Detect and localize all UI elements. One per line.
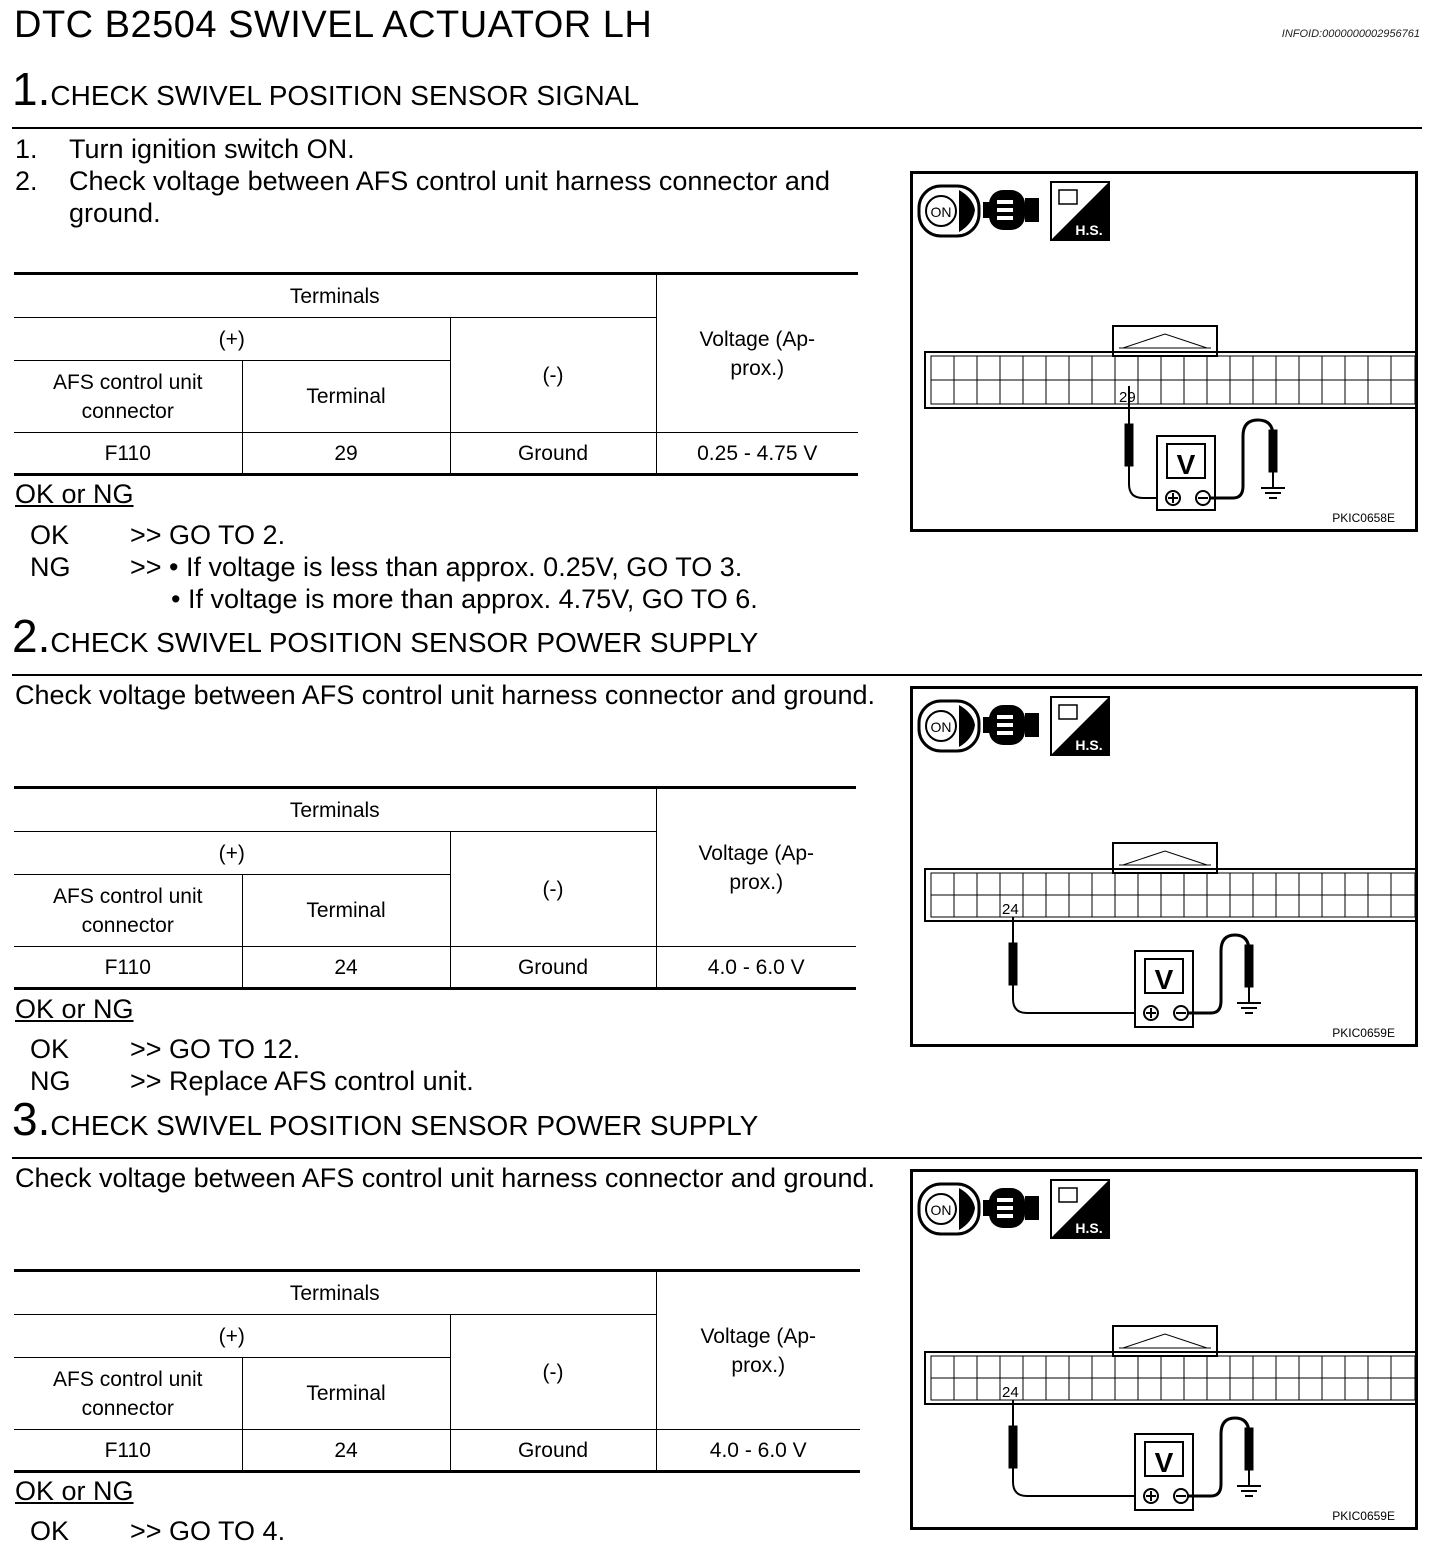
harness-connector (925, 326, 1415, 408)
terminal-cell: 24 (242, 1430, 450, 1472)
figure-drawing (913, 1172, 1415, 1527)
ignition-key-icon (919, 186, 979, 236)
ok-ng-label: OK or NG (15, 479, 134, 509)
figure-drawing (913, 689, 1415, 1044)
voltage-cell: 4.0 - 6.0 V (656, 1430, 860, 1472)
ok-ng-label: OK or NG (15, 994, 134, 1024)
wiring-figure (910, 1169, 1418, 1530)
result-text: • If voltage is more than approx. 4.75V, GO TO 6. (171, 584, 758, 614)
step-title: CHECK SWIVEL POSITION SENSOR SIGNAL (50, 80, 640, 111)
terminal-header: Terminal (242, 1358, 450, 1430)
connector-cell: F110 (14, 947, 242, 989)
terminals-header: Terminals (14, 274, 656, 318)
instruction-item (15, 165, 830, 197)
voltmeter (1009, 1400, 1261, 1510)
on-label: ON (930, 204, 952, 220)
connector-cell: F110 (14, 433, 242, 475)
figure-code: PKIC0659E (1332, 1026, 1395, 1040)
terminal-table (14, 272, 858, 476)
result-text: >> • If voltage is less than approx. 0.25V, GO TO 3. (130, 552, 743, 582)
pin-number: 24 (1002, 901, 1019, 918)
hs-label: H.S. (1075, 737, 1103, 753)
result-text: >> Replace AFS control unit. (130, 1066, 474, 1096)
result-line (30, 552, 742, 583)
result-label: NG (30, 1066, 71, 1096)
result-text: >> GO TO 4. (130, 1516, 286, 1546)
plus-header: (+) (14, 318, 450, 361)
step-title: CHECK SWIVEL POSITION SENSOR POWER SUPPLY (50, 1110, 759, 1141)
section-divider (12, 674, 1422, 676)
minus-cell: Ground (450, 1430, 656, 1472)
result-label: OK (30, 1034, 70, 1064)
connector-header: AFS control unit connector (14, 875, 242, 947)
ignition-key-icon (919, 701, 979, 751)
terminal-table (14, 1269, 860, 1473)
minus-cell: Ground (450, 433, 656, 475)
step-2-heading (12, 610, 759, 662)
connector-cell: F110 (14, 1430, 242, 1472)
minus-header: (-) (450, 318, 656, 433)
connector-header: AFS control unit connector (14, 1358, 242, 1430)
voltage-cell: 4.0 - 6.0 V (656, 947, 856, 989)
instruction-text: Turn ignition switch ON. (69, 134, 355, 164)
instruction-text: Check voltage between AFS control unit harness connector and (69, 166, 830, 196)
terminal-cell: 29 (242, 433, 450, 475)
wiring-figure (910, 686, 1418, 1047)
meter-label: V (1176, 449, 1196, 480)
instruction-item (15, 133, 355, 165)
step-1-heading (12, 63, 640, 115)
step-number: 1. (12, 63, 51, 115)
result-text: >> GO TO 12. (130, 1034, 301, 1064)
meter-label: V (1154, 964, 1174, 995)
minus-cell: Ground (450, 947, 656, 989)
section-divider (12, 1157, 1422, 1159)
instruction-item (15, 197, 161, 229)
wiring-figure (910, 171, 1418, 532)
figure-drawing (913, 174, 1415, 529)
plus-header: (+) (14, 1315, 450, 1358)
result-line (30, 1516, 285, 1547)
harness-side-icon (1051, 182, 1109, 240)
ok-ng-label: OK or NG (15, 1476, 134, 1506)
result-line (30, 520, 285, 551)
pin-number: 29 (1119, 389, 1136, 406)
harness-connector (925, 843, 1415, 921)
figure-code: PKIC0658E (1332, 511, 1395, 525)
on-label: ON (930, 719, 952, 735)
step-3-heading (12, 1093, 759, 1145)
page-title: DTC B2504 SWIVEL ACTUATOR LH (14, 4, 653, 46)
result-text: >> GO TO 2. (130, 520, 286, 550)
terminals-header: Terminals (14, 788, 656, 832)
terminal-cell: 24 (242, 947, 450, 989)
info-id: INFOID:0000000002956761 (1281, 28, 1420, 40)
minus-header: (-) (450, 1315, 656, 1430)
terminal-header: Terminal (242, 875, 450, 947)
result-label: NG (30, 552, 71, 582)
result-line (30, 1034, 300, 1065)
step-title: CHECK SWIVEL POSITION SENSOR POWER SUPPLY (50, 627, 759, 658)
harness-side-icon (1051, 1180, 1109, 1238)
minus-header: (-) (450, 832, 656, 947)
harness-connector (925, 1326, 1415, 1404)
result-label: OK (30, 520, 70, 550)
instruction-paragraph: Check voltage between AFS control unit harness connector and ground. (15, 680, 876, 710)
ignition-key-icon (919, 1184, 979, 1234)
step-number: 3. (12, 1093, 51, 1145)
instruction-number: 1. (15, 134, 38, 164)
result-label: OK (30, 1516, 70, 1546)
result-line (30, 1066, 474, 1097)
connector-icon (983, 190, 1039, 230)
figure-code: PKIC0659E (1332, 1509, 1395, 1523)
on-label: ON (930, 1202, 952, 1218)
voltage-cell: 0.25 - 4.75 V (656, 433, 858, 475)
voltage-header: Voltage (Ap-prox.) (656, 274, 858, 433)
terminals-header: Terminals (14, 1271, 656, 1315)
connector-icon (983, 1188, 1039, 1228)
voltage-header: Voltage (Ap-prox.) (656, 788, 856, 947)
terminal-header: Terminal (242, 361, 450, 433)
hs-label: H.S. (1075, 1220, 1103, 1236)
terminal-table (14, 786, 856, 990)
instruction-paragraph: Check voltage between AFS control unit harness connector and ground. (15, 1163, 876, 1193)
instruction-number: 2. (15, 166, 38, 196)
voltmeter (1009, 917, 1261, 1027)
section-divider (12, 127, 1422, 129)
plus-header: (+) (14, 832, 450, 875)
connector-header: AFS control unit connector (14, 361, 242, 433)
connector-icon (983, 705, 1039, 745)
meter-label: V (1154, 1447, 1174, 1478)
hs-label: H.S. (1075, 222, 1103, 238)
voltmeter (1125, 386, 1285, 510)
result-line (171, 584, 758, 615)
harness-side-icon (1051, 697, 1109, 755)
instruction-text: ground. (69, 198, 161, 228)
pin-number: 24 (1002, 1384, 1019, 1401)
step-number: 2. (12, 610, 51, 662)
voltage-header: Voltage (Ap-prox.) (656, 1271, 860, 1430)
